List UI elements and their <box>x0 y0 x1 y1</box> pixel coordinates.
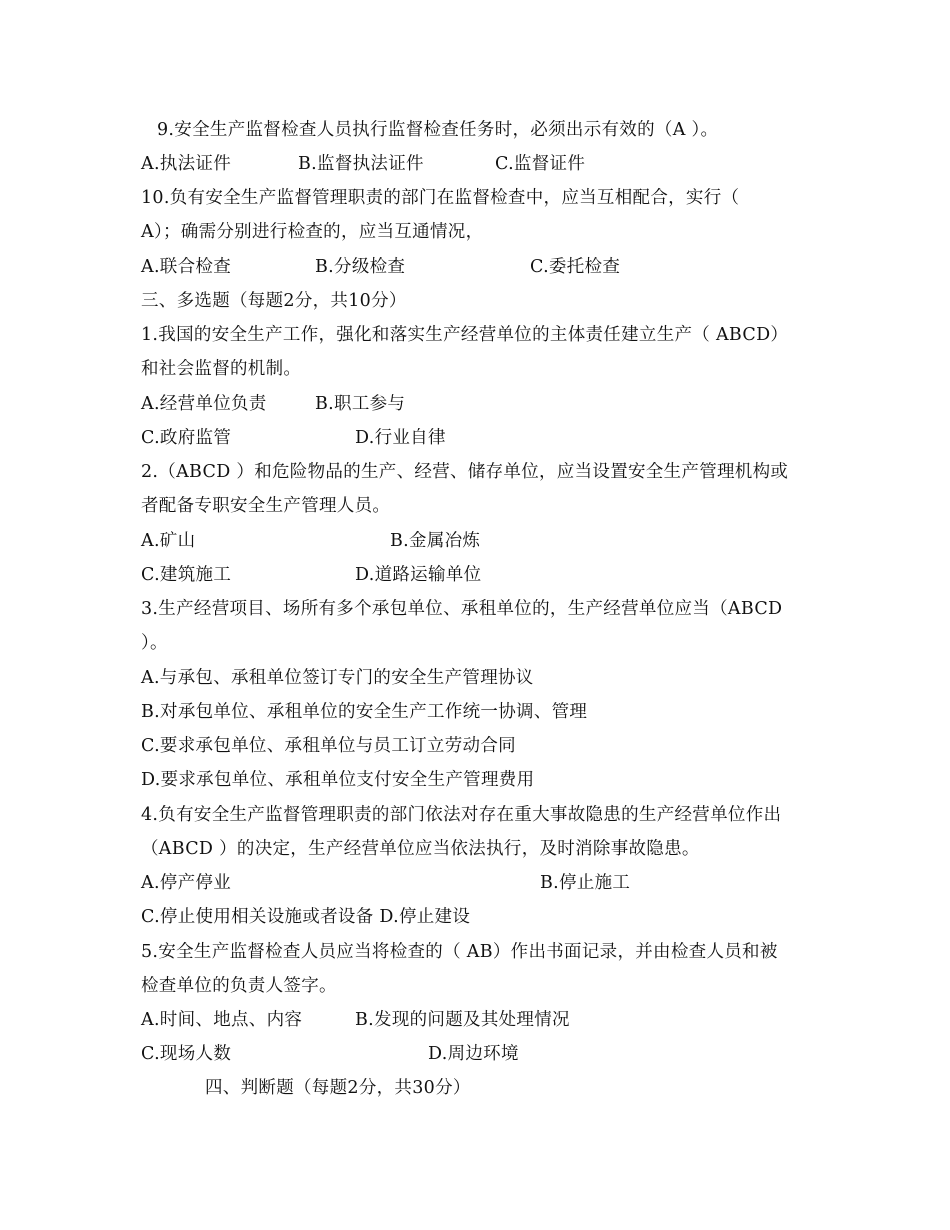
mc-question-3-line1: 3.生产经营项目、场所有多个承包单位、承租单位的，生产经营单位应当（ABCD <box>141 599 783 619</box>
mc5-option-c: C.现场人数 <box>141 1044 232 1064</box>
mc1-option-b: B.职工参与 <box>315 394 406 414</box>
section-4-heading: 四、判断题（每题2分，共30分） <box>205 1078 471 1098</box>
mc1-option-c: C.政府监管 <box>141 428 232 448</box>
mc-question-3-line2: ）。 <box>141 633 168 653</box>
mc-question-4-line2: （ABCD ）的决定，生产经营单位应当依法执行，及时消除事故隐患。 <box>141 839 700 859</box>
q10-option-c: C.委托检查 <box>530 257 621 277</box>
mc-question-2-line1: 2.（ABCD ）和危险物品的生产、经营、储存单位，应当设置安全生产管理机构或 <box>141 462 789 482</box>
mc2-option-d: D.道路运输单位 <box>355 565 482 585</box>
question-10-line2: A）；确需分别进行检查的，应当互通情况， <box>141 222 484 242</box>
q9-option-b: B.监督执法证件 <box>298 154 424 174</box>
q10-option-a: A.联合检查 <box>141 257 232 277</box>
mc-question-4-line1: 4.负有安全生产监督管理职责的部门依法对存在重大事故隐患的生产经营单位作出 <box>141 805 782 825</box>
mc-question-2-line2: 者配备专职安全生产管理人员。 <box>141 496 391 516</box>
mc3-option-b: B.对承包单位、承租单位的安全生产工作统一协调、管理 <box>141 702 588 722</box>
mc2-option-a: A.矿山 <box>141 531 196 551</box>
mc5-option-d: D.周边环境 <box>428 1044 519 1064</box>
q9-option-a: A.执法证件 <box>141 154 232 174</box>
question-9: 9.安全生产监督检查人员执行监督检查任务时，必须出示有效的（A ）。 <box>157 120 719 140</box>
mc4-options-c-d: C.停止使用相关设施或者设备 D.停止建设 <box>141 907 471 927</box>
mc3-option-a: A.与承包、承租单位签订专门的安全生产管理协议 <box>141 668 534 688</box>
section-3-heading: 三、多选题（每题2分，共10分） <box>141 291 407 311</box>
mc1-option-d: D.行业自律 <box>355 428 446 448</box>
question-10-line1: 10.负有安全生产监督管理职责的部门在监督检查中，应当互相配合，实行（ <box>141 188 740 208</box>
mc4-option-b: B.停止施工 <box>540 873 631 893</box>
mc-question-1-line2: 和社会监督的机制。 <box>141 359 302 379</box>
mc-question-5-line1: 5.安全生产监督检查人员应当将检查的（ AB）作出书面记录，并由检查人员和被 <box>141 942 778 962</box>
q10-option-b: B.分级检查 <box>315 257 406 277</box>
mc-question-5-line2: 检查单位的负责人签字。 <box>141 976 337 996</box>
mc3-option-c: C.要求承包单位、承租单位与员工订立劳动合同 <box>141 736 516 756</box>
mc5-option-a: A.时间、地点、内容 <box>141 1010 303 1030</box>
mc2-option-c: C.建筑施工 <box>141 565 232 585</box>
mc4-option-a: A.停产停业 <box>141 873 232 893</box>
mc1-option-a: A.经营单位负责 <box>141 394 267 414</box>
mc5-option-b: B.发现的问题及其处理情况 <box>355 1010 570 1030</box>
mc3-option-d: D.要求承包单位、承租单位支付安全生产管理费用 <box>141 770 535 790</box>
mc-question-1-line1: 1.我国的安全生产工作，强化和落实生产经营单位的主体责任建立生产（ ABCD） <box>141 325 789 345</box>
q9-option-c: C.监督证件 <box>495 154 586 174</box>
mc2-option-b: B.金属冶炼 <box>390 531 481 551</box>
